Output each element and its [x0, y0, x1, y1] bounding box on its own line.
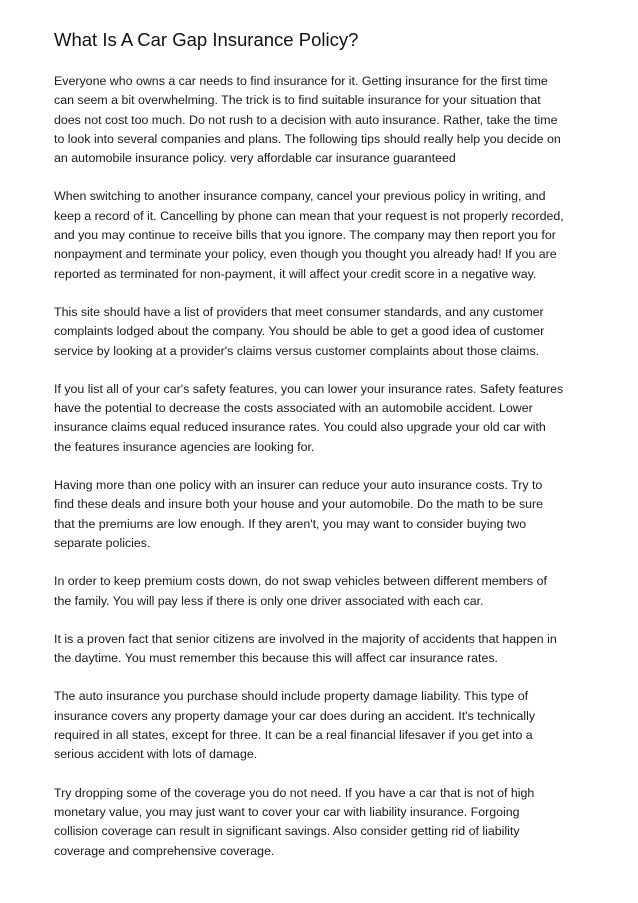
text-line: monetary value, you may just want to cover your car with liability insurance. Forgoing	[54, 804, 520, 819]
text-line: service by looking at a provider's claims versus customer complaints about those claims.	[54, 343, 540, 358]
text-line: required in all states, except for three. It can be a real financial lifesaver if you get into a	[54, 728, 533, 743]
paragraph	[54, 630, 589, 669]
paragraph	[54, 72, 589, 168]
text-line: separate policies.	[54, 535, 151, 550]
text-line: insurance covers any property damage your car does during an accident. It's technically	[54, 708, 536, 723]
text-line: nonpayment and terminate your policy, even though you thought you already had! If you are	[54, 247, 557, 262]
page-title: What Is A Car Gap Insurance Policy?	[54, 29, 359, 50]
text-line: The auto insurance you purchase should include property damage liability. This type of	[54, 689, 529, 704]
paragraph	[54, 784, 589, 861]
text-line: can seem a bit overwhelming. The trick is to find suitable insurance for your situation that	[54, 93, 541, 108]
text-line: In order to keep premium costs down, do not swap vehicles between different members of	[54, 574, 547, 589]
text-line: reported as terminated for non-payment, it will affect your credit score in a negative way.	[54, 266, 537, 281]
paragraph	[54, 380, 589, 457]
paragraph	[54, 303, 589, 361]
text-line: the family. You will pay less if there is only one driver associated with each car.	[54, 593, 484, 608]
text-line: Try dropping some of the coverage you do not need. If you have a car that is not of high	[54, 785, 535, 800]
text-line: keep a record of it. Cancelling by phone can mean that your request is not properly recorded,	[54, 208, 564, 223]
text-line: Everyone who owns a car needs to find insurance for it. Getting insurance for the first time	[54, 74, 548, 88]
paragraph	[54, 687, 589, 764]
text-line: If you list all of your car's safety features, you can lower your insurance rates. Safety features	[54, 381, 564, 396]
text-line: collision coverage can result in significant savings. Also consider getting rid of liability	[54, 824, 520, 839]
paragraph	[54, 572, 589, 611]
text-line: an automobile insurance policy. very affordable car insurance guaranteed	[54, 151, 456, 166]
text-line: It is a proven fact that senior citizens are involved in the majority of accidents that happen in	[54, 631, 557, 646]
paragraph	[54, 187, 589, 283]
document-body	[54, 72, 589, 861]
text-line: that the premiums are low enough. If they aren't, you may want to consider buying two	[54, 516, 527, 531]
text-line: When switching to another insurance company, cancel your previous policy in writing, and	[54, 189, 546, 204]
text-line: find these deals and insure both your house and your automobile. Do the math to be sure	[54, 497, 544, 512]
document-page	[54, 28, 589, 880]
text-line: insurance claims equal reduced insurance rates. You could also upgrade your old car with	[54, 420, 546, 435]
text-line: coverage and comprehensive coverage.	[54, 843, 275, 858]
text-line: This site should have a list of providers that meet consumer standards, and any customer	[54, 304, 544, 319]
text-line: the daytime. You must remember this because this will affect car insurance rates.	[54, 651, 498, 666]
text-line: Having more than one policy with an insurer can reduce your auto insurance costs. Try to	[54, 478, 543, 493]
paragraph	[54, 476, 589, 553]
text-line: the features insurance agencies are looking for.	[54, 439, 315, 454]
text-line: have the potential to decrease the costs associated with an automobile accident. Lower	[54, 401, 533, 416]
text-line: and you may continue to receive bills that you ignore. The company may then report you for	[54, 228, 556, 243]
text-line: serious accident with lots of damage.	[54, 747, 258, 762]
text-line: complaints lodged about the company. You should be able to get a good idea of customer	[54, 324, 545, 339]
text-line: to look into several companies and plans. The following tips should really help you decide on	[54, 131, 561, 146]
text-line: does not cost too much. Do not rush to a decision with auto insurance. Rather, take the time	[54, 112, 558, 127]
